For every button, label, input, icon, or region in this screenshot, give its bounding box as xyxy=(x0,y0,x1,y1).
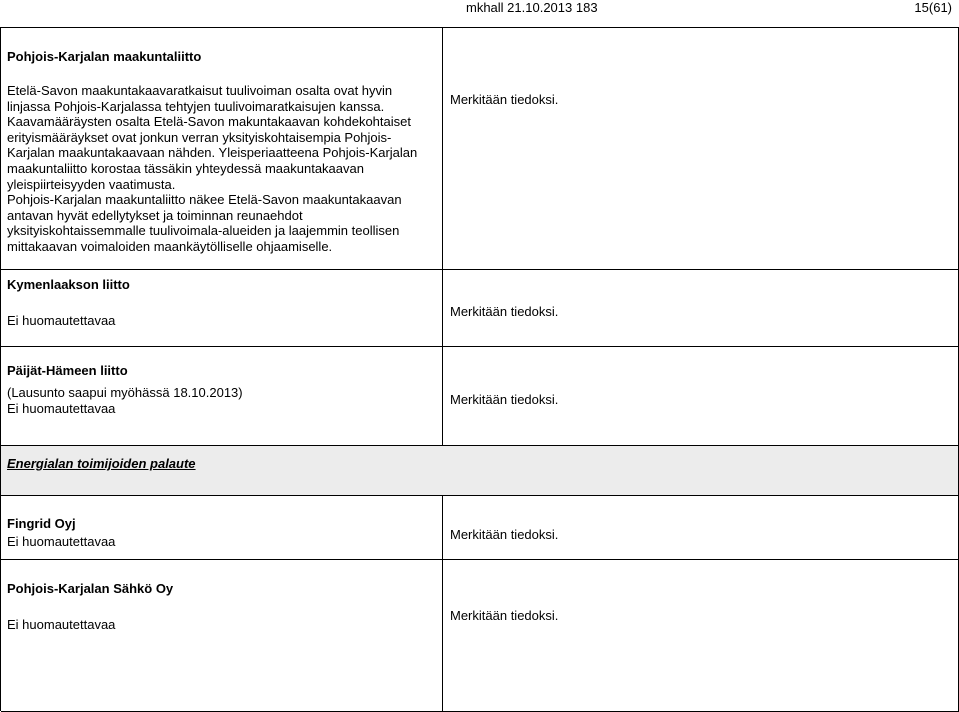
table-row-kymenlaakson-liitto xyxy=(1,270,959,347)
page-header xyxy=(466,0,952,16)
response-text: Merkitään tiedoksi. xyxy=(450,392,559,407)
table-row-paijat-hameen-liitto xyxy=(1,347,959,446)
statement-cell xyxy=(1,270,443,346)
organization-title: Fingrid Oyj xyxy=(7,516,76,531)
statement-cell xyxy=(1,496,443,559)
response-text: Merkitään tiedoksi. xyxy=(450,608,559,623)
table-row-pohjois-karjalan-sahko-oy xyxy=(1,560,959,712)
response-text: Merkitään tiedoksi. xyxy=(450,304,559,319)
statement-comment: Ei huomautettavaa xyxy=(7,534,116,549)
statement-paragraph: Etelä-Savon maakuntakaavaratkaisut tuulivoiman osalta ovat hyvin linjassa Pohjois-Karjalassa tehtyjen tuulivoimaratkaisujen kanssa. Kaavamääräysten osalta Etelä-Savon makuntakaavan kohdekohtaiset erityismääräykset ovat jonkun verran yksityiskohtaisempia Pohjois-Karjalan maakuntakaavaan nähden. Yleisperiaatteena Pohjois-Karjalan maakuntaliitto korostaa tässäkin yhteydessä maakuntakaavan yleispiirteisyyden vaatimusta. xyxy=(7,83,418,192)
statement-cell xyxy=(1,28,443,269)
statement-cell xyxy=(1,347,443,445)
statement-comment: Ei huomautettavaa xyxy=(7,401,116,416)
organization-title: Päijät-Hämeen liitto xyxy=(7,363,128,378)
response-text: Merkitään tiedoksi. xyxy=(450,527,559,542)
response-cell xyxy=(443,28,959,269)
statement-comment: Ei huomautettavaa xyxy=(7,617,116,632)
table-row-fingrid-oyj xyxy=(1,496,959,560)
section-header-row xyxy=(1,446,959,496)
page-number: 15(61) xyxy=(914,0,952,15)
response-cell xyxy=(443,560,959,711)
response-cell xyxy=(443,496,959,559)
statement-table xyxy=(0,27,959,711)
section-cell xyxy=(1,446,959,495)
table-row-pohjois-karjalan-maakuntaliitto xyxy=(1,28,959,270)
statement-note: (Lausunto saapui myöhässä 18.10.2013) xyxy=(7,385,243,400)
statement-cell xyxy=(1,560,443,711)
statement-paragraph: Pohjois-Karjalan maakuntaliitto näkee Etelä-Savon maakuntakaavan antavan hyvät edellytykset ja toiminnan reunaehdot yksityiskohtaissemmalle tuulivoimala-alueiden ja laajemmin teollisen mittakaavan voimaloiden maankäytölliselle ohjaamiselle. xyxy=(7,192,402,254)
section-title: Energialan toimijoiden palaute xyxy=(7,456,196,471)
response-cell xyxy=(443,347,959,445)
meeting-reference: mkhall 21.10.2013 183 xyxy=(466,0,598,15)
organization-title: Pohjois-Karjalan Sähkö Oy xyxy=(7,581,174,596)
statement-comment: Ei huomautettavaa xyxy=(7,313,116,328)
response-cell xyxy=(443,270,959,346)
response-text: Merkitään tiedoksi. xyxy=(450,92,559,107)
organization-title: Pohjois-Karjalan maakuntaliitto xyxy=(7,49,202,64)
organization-title: Kymenlaakson liitto xyxy=(7,277,130,292)
